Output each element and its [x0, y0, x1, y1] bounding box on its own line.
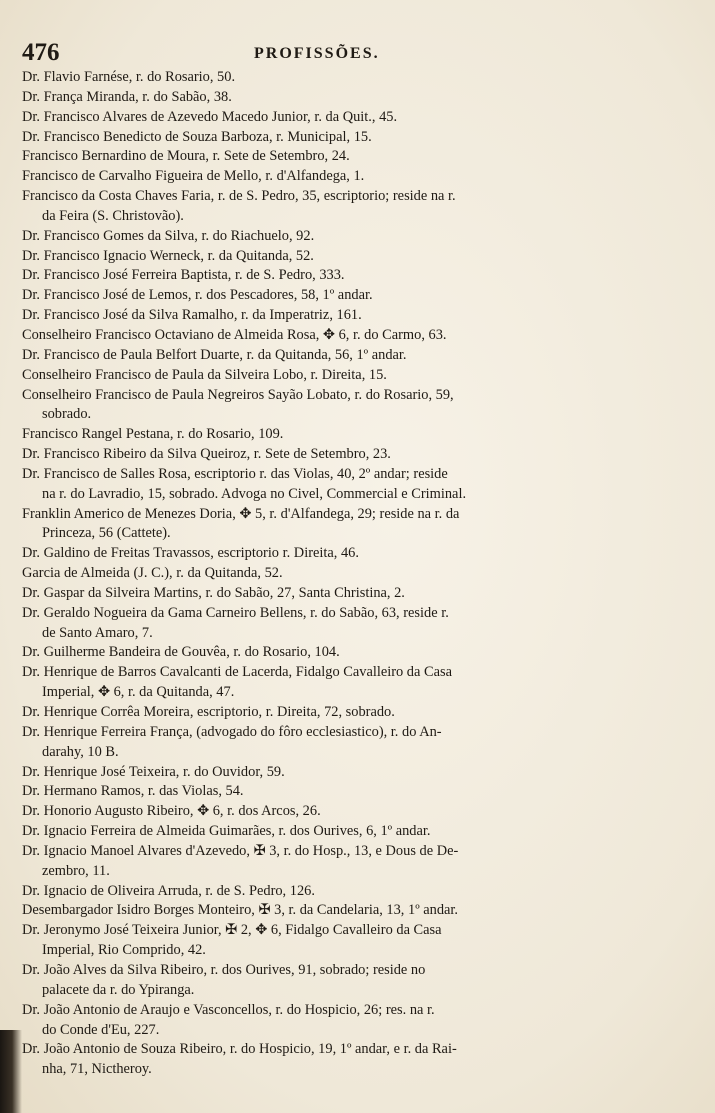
- entry-continuation: sobrado.: [42, 406, 92, 423]
- entry-line: Dr. Francisco José de Lemos, r. dos Pescadores, 58, 1º andar.: [22, 287, 373, 304]
- entry-line: Francisco Rangel Pestana, r. do Rosario, 109.: [22, 426, 284, 443]
- directory-entries: [22, 68, 662, 1080]
- entry-line: Dr. João Alves da Silva Ribeiro, r. dos Ourives, 91, sobrado; reside no: [22, 961, 426, 978]
- entry-line: Conselheiro Francisco de Paula Negreiros Sayão Lobato, r. do Rosario, 59,: [22, 386, 454, 403]
- entry-continuation: zembro, 11.: [42, 862, 110, 879]
- entry-continuation: darahy, 10 B.: [42, 743, 119, 760]
- running-title: PROFISSÕES.: [254, 45, 380, 62]
- entry-continuation: de Santo Amaro, 7.: [42, 624, 153, 641]
- entry-line: Dr. Henrique José Teixeira, r. do Ouvidor, 59.: [22, 763, 285, 780]
- entry-line: Francisco da Costa Chaves Faria, r. de S. Pedro, 35, escriptorio; reside na r.: [22, 188, 456, 205]
- entry-line: Dr. Hermano Ramos, r. das Violas, 54.: [22, 783, 244, 800]
- entry-line: Dr. João Antonio de Souza Ribeiro, r. do Hospicio, 19, 1º andar, e r. da Rai-: [22, 1041, 457, 1058]
- entry-line: Conselheiro Francisco de Paula da Silveira Lobo, r. Direita, 15.: [22, 366, 387, 383]
- entry-continuation: Princeza, 56 (Cattete).: [42, 525, 171, 542]
- entry-line: Dr. França Miranda, r. do Sabão, 38.: [22, 88, 232, 105]
- page-header: [22, 38, 642, 68]
- entry-line: Dr. Flavio Farnése, r. do Rosario, 50.: [22, 69, 236, 85]
- entry-continuation: Imperial, ✥ 6, r. da Quitanda, 47.: [42, 684, 235, 701]
- entry-line: Dr. Francisco José da Silva Ramalho, r. da Imperatriz, 161.: [22, 307, 362, 324]
- entry-line: Dr. Francisco Ribeiro da Silva Queiroz, r. Sete de Setembro, 23.: [22, 446, 391, 463]
- entry-continuation: nha, 71, Nictheroy.: [42, 1061, 152, 1078]
- entry-line: Dr. Francisco de Salles Rosa, escriptorio r. das Violas, 40, 2º andar; reside: [22, 465, 448, 482]
- entry-line: Dr. Francisco Benedicto de Souza Barboza, r. Municipal, 15.: [22, 128, 372, 145]
- entry-continuation: na r. do Lavradio, 15, sobrado. Advoga no Civel, Commercial e Criminal.: [42, 485, 467, 502]
- entry-line: Garcia de Almeida (J. C.), r. da Quitanda, 52.: [22, 565, 283, 582]
- book-spine-shadow: [0, 1030, 22, 1113]
- entry-line: Francisco Bernardino de Moura, r. Sete de Setembro, 24.: [22, 148, 350, 165]
- entry-line: Franklin Americo de Menezes Doria, ✥ 5, r. d'Alfandega, 29; reside na r. da: [22, 505, 460, 522]
- entry-line: Dr. Francisco Gomes da Silva, r. do Riachuelo, 92.: [22, 227, 315, 244]
- entry-continuation: do Conde d'Eu, 227.: [42, 1021, 160, 1038]
- entry-line: Dr. Gaspar da Silveira Martins, r. do Sabão, 27, Santa Christina, 2.: [22, 584, 405, 601]
- entry-line: Dr. Henrique Ferreira França, (advogado do fôro ecclesiastico), r. do An-: [22, 723, 442, 740]
- entry-line: Conselheiro Francisco Octaviano de Almeida Rosa, ✥ 6, r. do Carmo, 63.: [22, 326, 447, 343]
- entry-line: Dr. Henrique de Barros Cavalcanti de Lacerda, Fidalgo Cavalleiro da Casa: [22, 664, 452, 681]
- entry-line: Dr. Francisco Ignacio Werneck, r. da Quitanda, 52.: [22, 247, 314, 264]
- entry-line: Dr. Henrique Corrêa Moreira, escriptorio, r. Direita, 72, sobrado.: [22, 704, 395, 720]
- entry-line: Dr. Galdino de Freitas Travassos, escriptorio r. Direita, 46.: [22, 545, 359, 562]
- entry-line: Dr. Ignacio Manoel Alvares d'Azevedo, ✠ 3, r. do Hosp., 13, e Dous de De-: [22, 842, 459, 859]
- entry-line: Dr. Jeronymo José Teixeira Junior, ✠ 2, ✥ 6, Fidalgo Cavalleiro da Casa: [22, 922, 442, 939]
- entry-line: Dr. João Antonio de Araujo e Vasconcellos, r. do Hospicio, 26; res. na r.: [22, 1001, 435, 1018]
- entry-line: Desembargador Isidro Borges Monteiro, ✠ 3, r. da Candelaria, 13, 1º andar.: [22, 902, 459, 919]
- entry-line: Dr. Geraldo Nogueira da Gama Carneiro Bellens, r. do Sabão, 63, reside r.: [22, 604, 449, 621]
- entry-continuation: palacete da r. do Ypiranga.: [42, 981, 195, 998]
- entry-line: Dr. Francisco de Paula Belfort Duarte, r. da Quitanda, 56, 1º andar.: [22, 346, 407, 363]
- entry-line: Dr. Francisco José Ferreira Baptista, r. de S. Pedro, 333.: [22, 267, 345, 284]
- entry-line: Dr. Honorio Augusto Ribeiro, ✥ 6, r. dos Arcos, 26.: [22, 803, 321, 820]
- page-number: 476: [22, 39, 60, 66]
- entry-line: Dr. Francisco Alvares de Azevedo Macedo Junior, r. da Quit., 45.: [22, 108, 398, 125]
- entry-continuation: da Feira (S. Christovão).: [42, 207, 184, 224]
- entry-line: Dr. Ignacio de Oliveira Arruda, r. de S. Pedro, 126.: [22, 882, 315, 899]
- entry-line: Dr. Ignacio Ferreira de Almeida Guimarães, r. dos Ourives, 6, 1º andar.: [22, 823, 431, 840]
- entry-line: Dr. Guilherme Bandeira de Gouvêa, r. do Rosario, 104.: [22, 644, 340, 661]
- entry-continuation: Imperial, Rio Comprido, 42.: [42, 942, 206, 959]
- entry-line: Francisco de Carvalho Figueira de Mello, r. d'Alfandega, 1.: [22, 168, 365, 185]
